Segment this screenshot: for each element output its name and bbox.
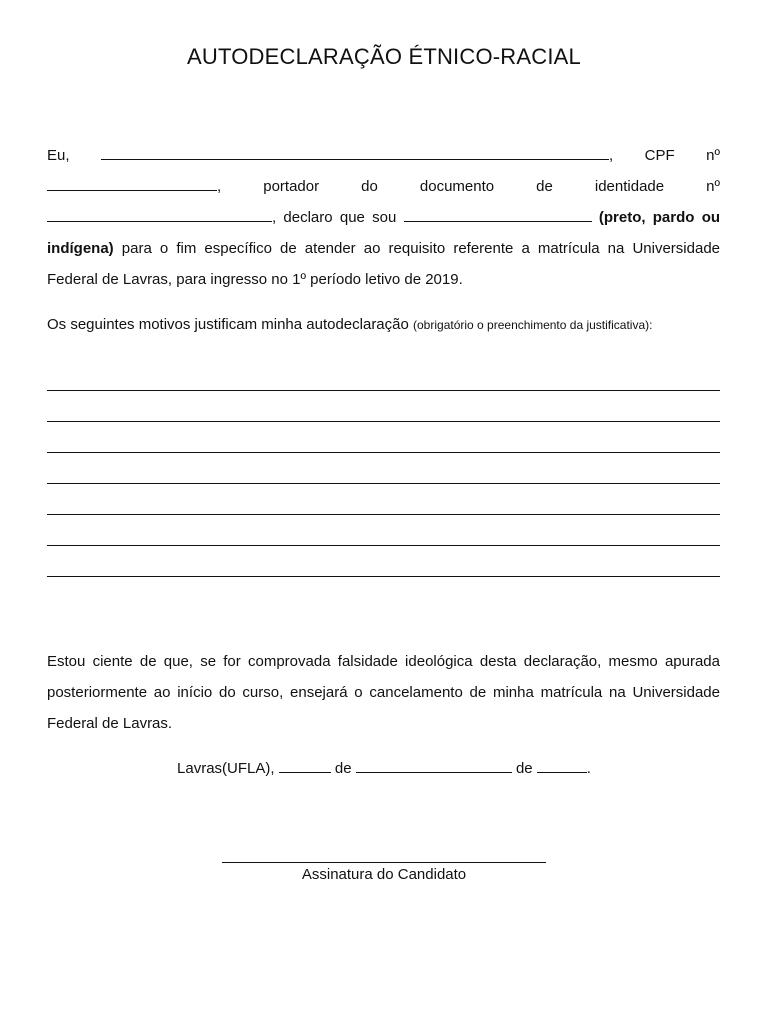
reasons-heading	[47, 311, 720, 339]
declaration-paragraph	[47, 140, 720, 295]
justification-line[interactable]	[47, 391, 720, 422]
name-blank[interactable]	[101, 142, 609, 160]
signature-label: Assinatura do Candidato	[301, 866, 467, 883]
awareness-statement: Estou ciente de que, se for comprovada falsidade ideológica desta declaração, mesmo apurada posteriormente ao início do curso, ensejará o cancelamento de minha matrícula na Universidade Federal de Lavras.	[47, 653, 720, 732]
reasons-note: (obrigatório o preenchimento da justificativa):	[413, 318, 653, 332]
year-blank[interactable]	[537, 755, 587, 773]
cpf-label: , CPF nº	[609, 147, 720, 164]
signature-line[interactable]	[222, 862, 546, 863]
justification-line[interactable]	[47, 360, 720, 391]
id-number-blank[interactable]	[47, 204, 272, 222]
ethnicity-blank[interactable]	[404, 204, 592, 222]
month-blank[interactable]	[356, 755, 512, 773]
de-label-1: de	[334, 760, 352, 777]
place-label: Lavras(UFLA),	[177, 760, 275, 777]
declaration-rest: para o fim específico de atender ao requisito referente a matrícula na Universidade Federal de Lavras, para ingresso no 1º período letivo de 2019.	[47, 240, 720, 288]
justification-line[interactable]	[47, 515, 720, 546]
justification-lines	[47, 360, 720, 577]
document-title: AUTODECLARAÇÃO ÉTNICO-RACIAL	[187, 44, 581, 69]
day-blank[interactable]	[279, 755, 331, 773]
ethnicity-options: (preto, pardo ou indígena)	[47, 209, 721, 257]
reasons-label: Os seguintes motivos justificam minha autodeclaração	[47, 316, 409, 333]
de-label-2: de	[515, 760, 533, 777]
date-end: .	[586, 760, 591, 777]
justification-line[interactable]	[47, 422, 720, 453]
declaro-label: , declaro que sou	[272, 209, 397, 226]
eu-label: Eu,	[47, 147, 70, 164]
justification-line[interactable]	[47, 484, 720, 515]
cpf-blank[interactable]	[47, 173, 217, 191]
id-document-label: , portador do documento de identidade nº	[217, 178, 720, 195]
justification-line[interactable]	[47, 453, 720, 484]
justification-line[interactable]	[47, 546, 720, 577]
date-line	[0, 755, 768, 783]
